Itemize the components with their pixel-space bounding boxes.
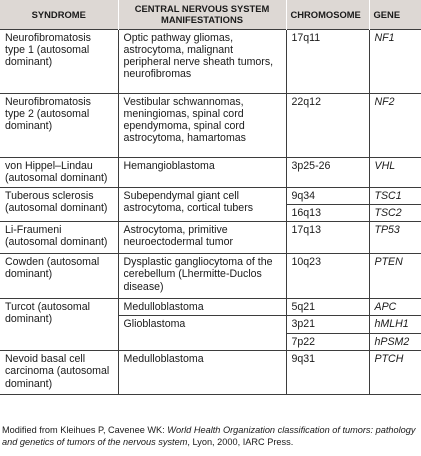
- chromosome-cell: 3p25-26: [286, 157, 369, 187]
- gene-cell: hPSM2: [369, 333, 421, 350]
- chromosome-cell: 3p21: [286, 316, 369, 333]
- gene-cell: NF1: [369, 29, 421, 93]
- syndrome-cell: Tuberous sclerosis (autosomal dominant): [0, 187, 118, 222]
- gene-cell: VHL: [369, 157, 421, 187]
- syndrome-cell: von Hippel–Lindau (autosomal dominant): [0, 157, 118, 187]
- table-row: [0, 350, 421, 394]
- table-row: [0, 93, 421, 157]
- chromosome-cell: 17q13: [286, 222, 369, 254]
- header-manifestations: CENTRAL NERVOUS SYSTEM MANIFESTATIONS: [118, 0, 286, 29]
- footnote-prefix: Modified from Kleihues P, Cavenee WK:: [2, 425, 168, 435]
- manifestation-cell: Glioblastoma: [118, 316, 286, 351]
- header-chromosome: CHROMOSOME: [286, 0, 369, 29]
- manifestation-cell: Vestibular schwannomas, meningiomas, spinal cord ependymoma, spinal cord astrocytoma, hamartomas: [118, 93, 286, 157]
- syndrome-cell: Neurofibromatosis type 2 (autosomal dominant): [0, 93, 118, 157]
- chromosome-cell: 9q31: [286, 350, 369, 394]
- gene-cell: TSC1: [369, 187, 421, 204]
- header-row: [0, 0, 421, 29]
- footnote-title: World Health Organization classification of tumors: pathology and genetics of tumors of the nervous system: [2, 425, 416, 447]
- chromosome-cell: 10q23: [286, 254, 369, 299]
- manifestation-cell: Subependymal giant cell astrocytoma, cortical tubers: [118, 187, 286, 222]
- header-syndrome: SYNDROME: [0, 0, 118, 29]
- chromosome-cell: 16q13: [286, 204, 369, 221]
- source-footnote: [2, 425, 420, 448]
- manifestation-cell: Medulloblastoma: [118, 350, 286, 394]
- table-row: [0, 29, 421, 93]
- gene-cell: NF2: [369, 93, 421, 157]
- syndrome-cell: Turcot (autosomal dominant): [0, 299, 118, 351]
- table-row: [0, 157, 421, 187]
- gene-cell: APC: [369, 299, 421, 316]
- chromosome-cell: 7p22: [286, 333, 369, 350]
- syndrome-cell: Nevoid basal cell carcinoma (autosomal dominant): [0, 350, 118, 394]
- chromosome-cell: 17q11: [286, 29, 369, 93]
- syndrome-cell: Cowden (autosomal dominant): [0, 254, 118, 299]
- manifestation-cell: Dysplastic gangliocytoma of the cerebellum (Lhermitte-Duclos disease): [118, 254, 286, 299]
- manifestation-cell: Hemangioblastoma: [118, 157, 286, 187]
- gene-cell: PTCH: [369, 350, 421, 394]
- manifestation-cell: Optic pathway gliomas, astrocytoma, malignant peripheral nerve sheath tumors, neurofibromas: [118, 29, 286, 93]
- gene-cell: PTEN: [369, 254, 421, 299]
- chromosome-cell: 22q12: [286, 93, 369, 157]
- table-row: [0, 187, 421, 204]
- gene-cell: hMLH1: [369, 316, 421, 333]
- syndrome-cell: Li-Fraumeni (autosomal dominant): [0, 222, 118, 254]
- header-gene: GENE: [369, 0, 421, 29]
- table-row: [0, 299, 421, 316]
- chromosome-cell: 5q21: [286, 299, 369, 316]
- footnote-suffix: , Lyon, 2000, IARC Press.: [187, 436, 294, 447]
- manifestation-cell: Astrocytoma, primitive neuroectodermal tumor: [118, 222, 286, 254]
- manifestation-cell: Medulloblastoma: [118, 299, 286, 316]
- table-row: [0, 254, 421, 299]
- gene-cell: TP53: [369, 222, 421, 254]
- syndrome-cell: Neurofibromatosis type 1 (autosomal dominant): [0, 29, 118, 93]
- chromosome-cell: 9q34: [286, 187, 369, 204]
- table-row: [0, 222, 421, 254]
- gene-cell: TSC2: [369, 204, 421, 221]
